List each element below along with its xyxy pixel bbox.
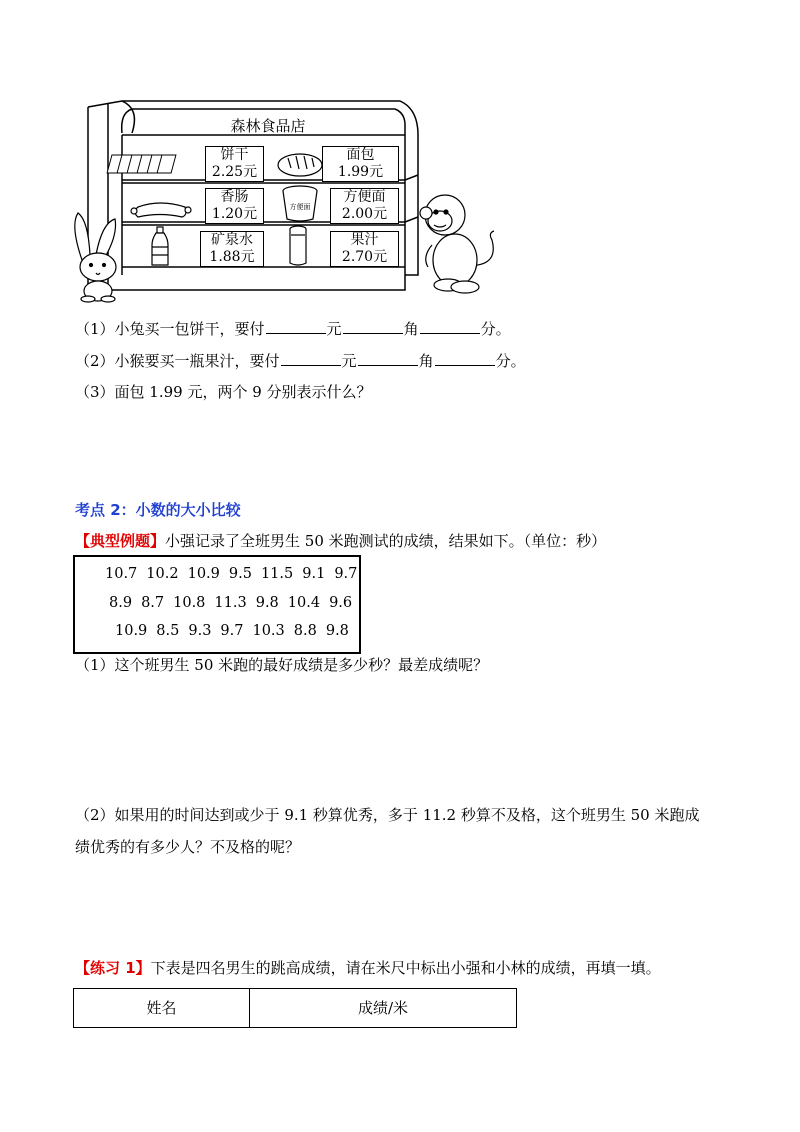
result-value: 10.9 — [187, 566, 220, 582]
result-value: 10.3 — [252, 623, 285, 639]
example-question-1: （1）这个班男生 50 米跑的最好成绩是多少秒？最差成绩呢？ — [75, 656, 489, 674]
bread-icon — [278, 154, 322, 176]
result-value: 10.8 — [173, 595, 206, 611]
example-tag: 【典型例题】 — [75, 532, 166, 550]
result-value: 9.7 — [220, 623, 244, 639]
example-question-2-line-1: （2）如果用的时间达到或少于 9.1 秒算优秀，多于 11.2 秒算不及格，这个班男生 50 米跑成 — [75, 806, 700, 824]
item-price: 1.20元 — [211, 206, 258, 222]
answer-blank-yuan[interactable] — [281, 350, 341, 366]
juice-can-icon — [290, 226, 306, 265]
answer-blank-jiao[interactable] — [358, 350, 418, 366]
biscuits-icon — [107, 155, 176, 173]
unit-yuan: 元 — [341, 352, 357, 370]
results-table — [73, 555, 361, 654]
item-name: 矿泉水 — [211, 232, 253, 248]
question-text: （1）小兔买一包饼干，要付 — [75, 320, 265, 338]
price-tag-bread — [322, 146, 399, 182]
question-text: （2）小猴要买一瓶果汁，要付 — [75, 352, 280, 370]
result-value: 9.5 — [228, 566, 252, 582]
practice-text: 下表是四名男生的跳高成绩，请在米尺中标出小强和小林的成绩，再填一填。 — [150, 959, 661, 977]
item-price: 2.00元 — [341, 206, 388, 222]
monkey-icon — [420, 195, 494, 293]
question-1-rabbit — [75, 318, 511, 339]
answer-blank-fen[interactable] — [420, 318, 480, 334]
answer-blank-yuan[interactable] — [266, 318, 326, 334]
unit-jiao: 角 — [403, 320, 419, 338]
result-value: 11.3 — [214, 595, 247, 611]
table-header-name: 姓名 — [74, 989, 250, 1027]
item-name: 面包 — [346, 147, 375, 163]
result-value: 9.8 — [255, 595, 279, 611]
item-name: 饼干 — [220, 147, 249, 163]
result-value: 8.7 — [141, 595, 165, 611]
item-name: 香肠 — [220, 189, 249, 205]
example-text: 小强记录了全班男生 50 米跑测试的成绩，结果如下。（单位：秒） — [165, 532, 607, 550]
result-value: 9.8 — [325, 623, 349, 639]
result-value: 9.3 — [188, 623, 212, 639]
rabbit-icon — [75, 213, 116, 302]
result-value: 9.6 — [329, 595, 353, 611]
price-tag-biscuits — [205, 146, 264, 182]
result-value: 11.5 — [260, 566, 294, 582]
sausage-icon — [131, 203, 191, 217]
table-header-score: 成绩/米 — [357, 999, 409, 1017]
result-value: 10.2 — [146, 566, 179, 582]
item-name: 方便面 — [343, 189, 386, 205]
price-tag-sausage — [205, 188, 264, 224]
result-value: 8.5 — [156, 623, 180, 639]
item-price: 1.99元 — [337, 164, 384, 180]
result-value: 9.7 — [334, 566, 358, 582]
example-question-2-line-2: 绩优秀的有多少人？不及格的呢？ — [75, 838, 301, 856]
unit-fen: 分。 — [495, 352, 526, 370]
water-bottle-icon — [152, 227, 168, 265]
result-value: 10.9 — [115, 623, 148, 639]
item-price: 2.25元 — [211, 164, 258, 180]
item-price: 1.88元 — [209, 249, 255, 265]
answer-blank-jiao[interactable] — [343, 318, 403, 334]
results-row — [109, 595, 361, 611]
shop-illustration — [60, 95, 510, 305]
item-name: 果汁 — [350, 232, 379, 248]
results-row — [115, 623, 358, 639]
item-price: 2.70元 — [341, 249, 388, 265]
high-jump-table — [73, 988, 517, 1028]
price-tag-instant-noodles — [330, 188, 399, 224]
cup-noodle-label: 方便面 — [289, 203, 311, 211]
section-heading: 考点 2：小数的大小比较 — [75, 501, 241, 519]
unit-yuan: 元 — [326, 320, 342, 338]
price-tag-water — [200, 231, 264, 267]
question-2-monkey — [75, 350, 526, 371]
results-row — [105, 566, 366, 582]
shop-sign: 森林食品店 — [230, 117, 306, 135]
result-value: 8.9 — [109, 595, 133, 611]
result-value: 9.1 — [302, 566, 326, 582]
price-tag-juice — [330, 231, 399, 267]
practice-tag: 【练习 1】 — [75, 959, 151, 977]
result-value: 10.4 — [287, 595, 321, 611]
result-value: 10.7 — [105, 566, 138, 582]
result-value: 8.8 — [293, 623, 317, 639]
question-3-bread: （3）面包 1.99 元，两个 9 分别表示什么？ — [75, 383, 372, 401]
practice-intro — [75, 958, 661, 978]
example-intro — [75, 531, 606, 551]
unit-fen: 分。 — [480, 320, 511, 338]
answer-blank-fen[interactable] — [435, 350, 495, 366]
unit-jiao: 角 — [418, 352, 434, 370]
